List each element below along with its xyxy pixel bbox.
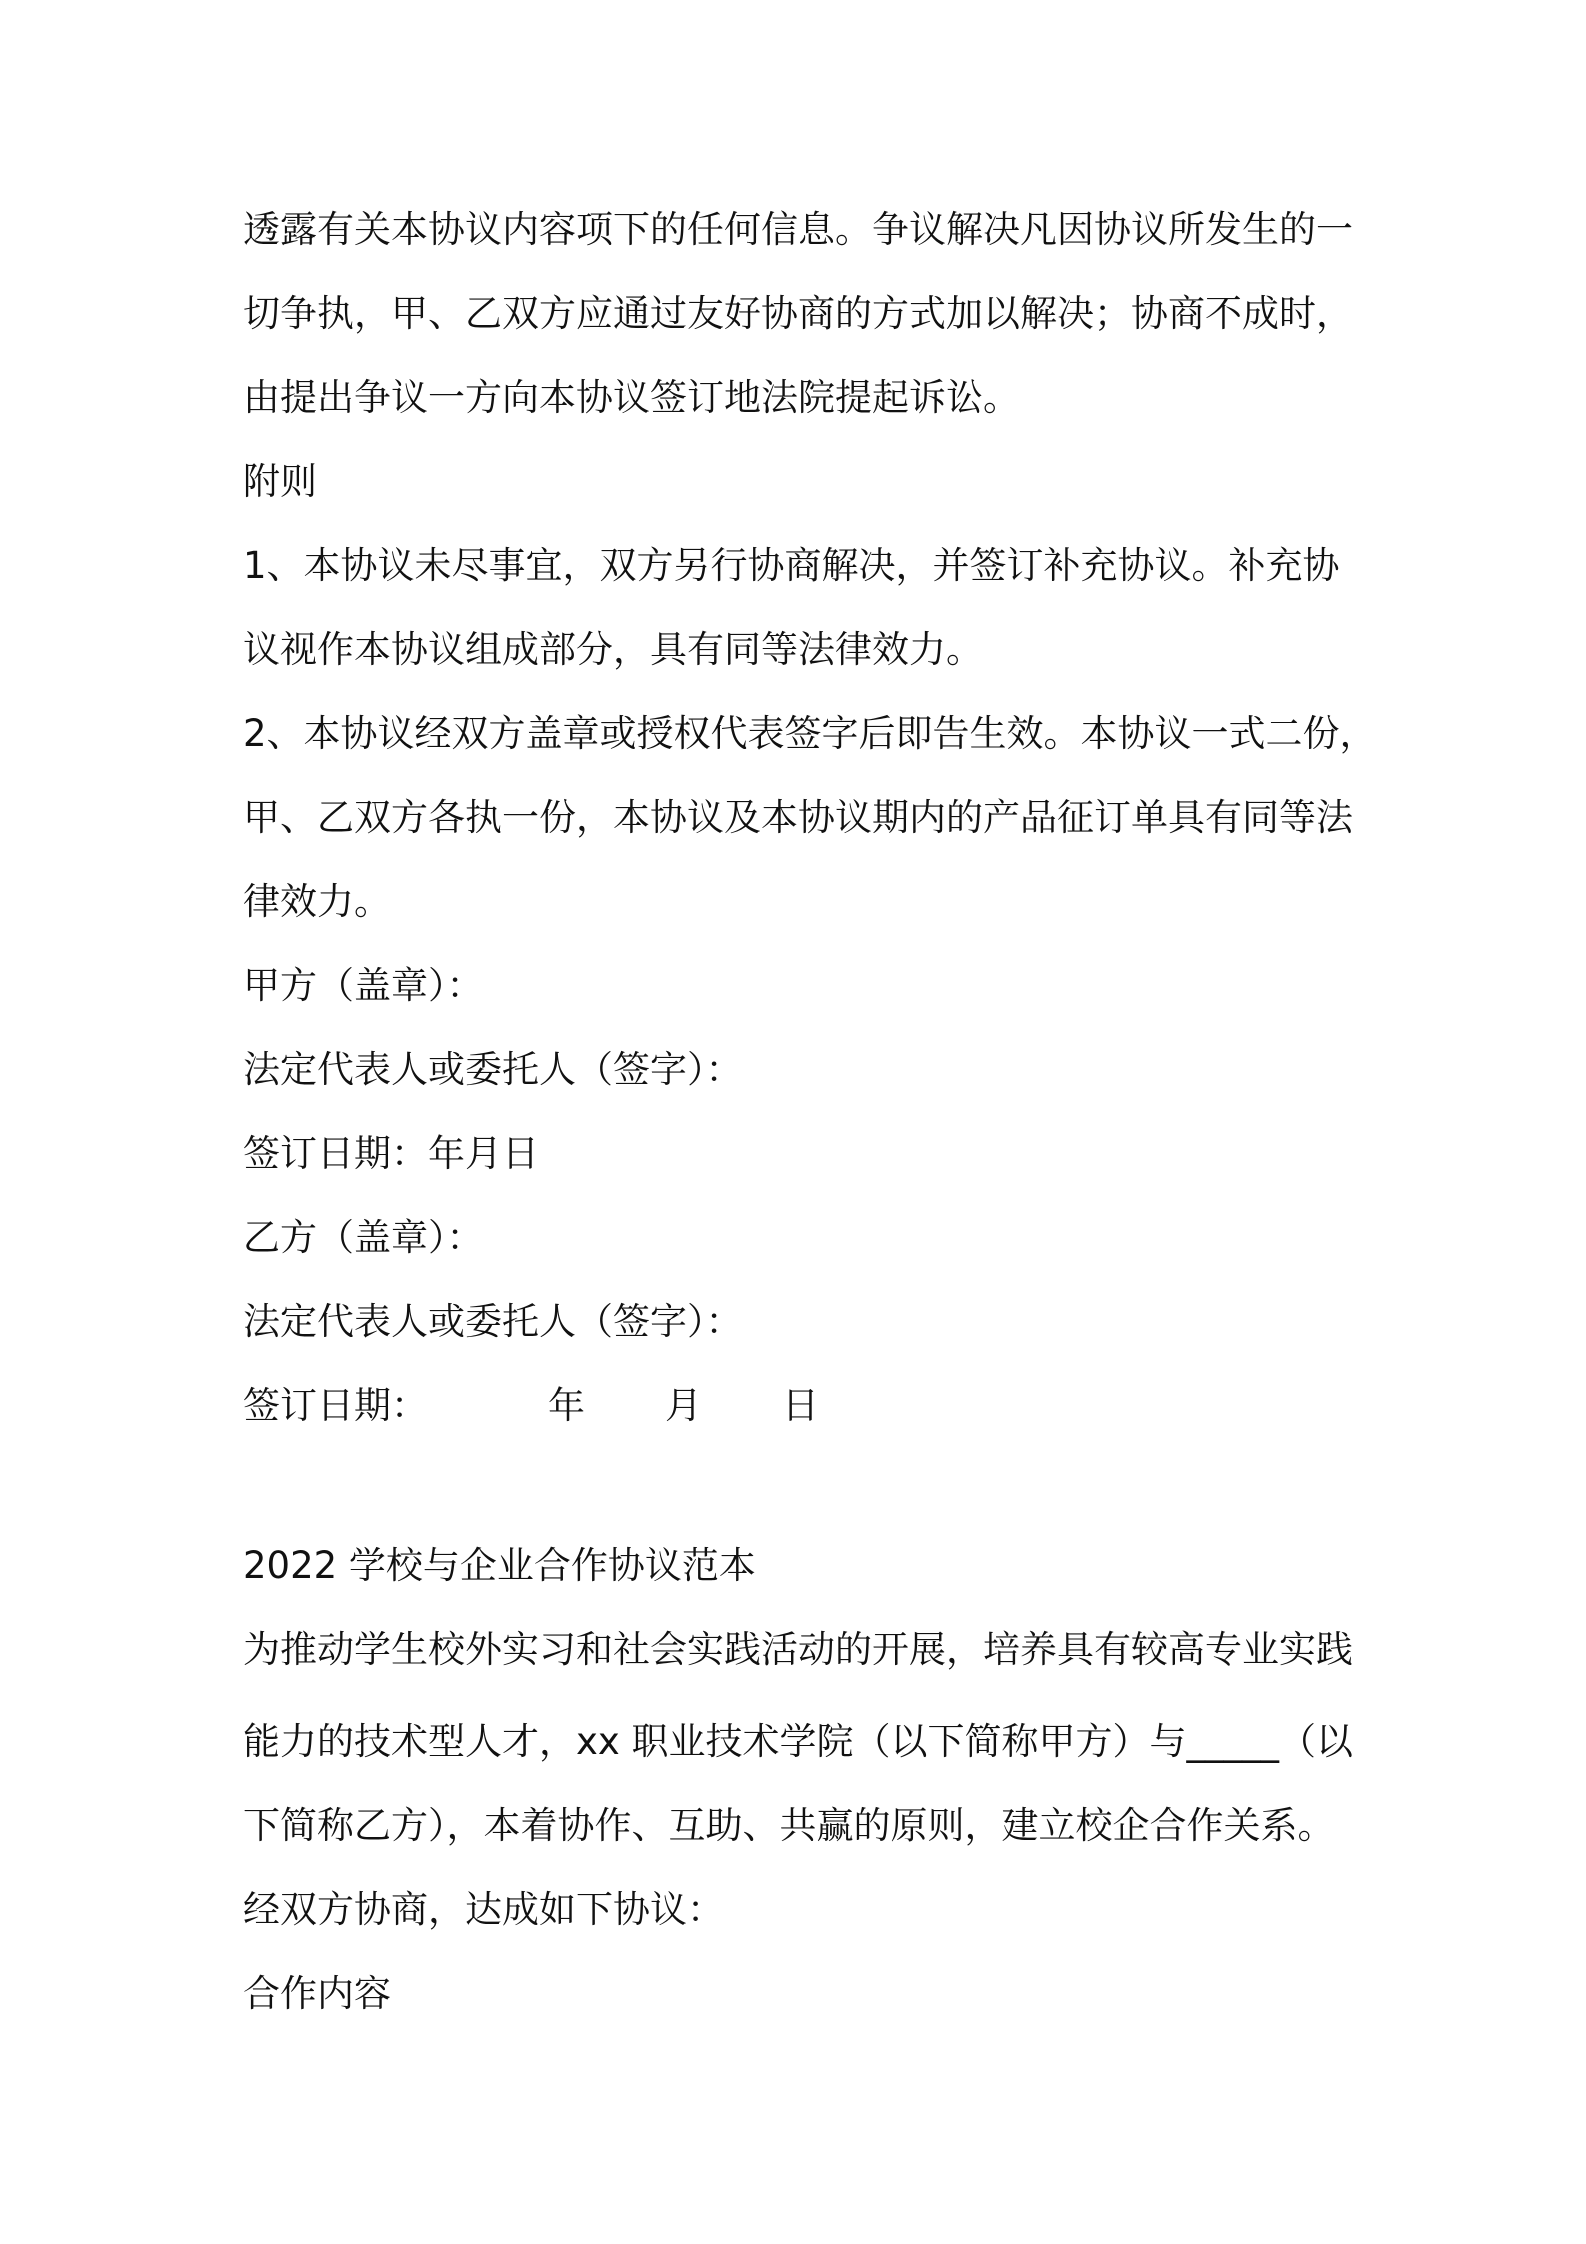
party-a-representative-label: 法定代表人或委托人（签字）： (243, 1048, 743, 1091)
intro-line: 能力的技术型人才，xx 职业技术学院（以下简称甲方）与_____（以 (243, 1720, 1354, 1763)
party-b-date-row (243, 1380, 1383, 1432)
intro-line: 下简称乙方），本着协作、互助、共赢的原则，建立校企合作关系。 (243, 1804, 1335, 1847)
paragraph-line: 透露有关本协议内容项下的任何信息。争议解决凡因协议所发生的一 (243, 208, 1353, 251)
clause-1-line: 议视作本协议组成部分，具有同等法律效力。 (243, 628, 983, 671)
intro-line: 经双方协商，达成如下协议： (243, 1888, 724, 1931)
party-b-date-month: 月 (665, 1384, 702, 1427)
appendix-heading: 附则 (243, 460, 317, 503)
second-agreement-title: 2022 学校与企业合作协议范本 (243, 1544, 756, 1587)
clause-2-line: 甲、乙双方各执一份，本协议及本协议期内的产品征订单具有同等法 (243, 796, 1353, 839)
party-b-representative-label: 法定代表人或委托人（签字）： (243, 1300, 743, 1343)
cooperation-content-heading: 合作内容 (243, 1972, 391, 2015)
party-b-seal-label: 乙方（盖章）： (243, 1216, 484, 1259)
party-a-seal-label: 甲方（盖章）： (243, 964, 484, 1007)
paragraph-line: 切争执，甲、乙双方应通过友好协商的方式加以解决；协商不成时， (243, 292, 1353, 335)
party-b-date-label: 签订日期： (243, 1384, 428, 1427)
party-b-date-day: 日 (782, 1384, 819, 1427)
party-b-date-year: 年 (548, 1384, 585, 1427)
clause-1-line: 1、本协议未尽事宜，双方另行协商解决，并签订补充协议。补充协 (243, 544, 1340, 587)
party-a-date-label: 签订日期：年月日 (243, 1132, 539, 1175)
clause-2-line: 律效力。 (243, 880, 391, 923)
paragraph-line: 由提出争议一方向本协议签订地法院提起诉讼。 (243, 376, 1020, 419)
intro-line: 为推动学生校外实习和社会实践活动的开展，培养具有较高专业实践 (243, 1628, 1353, 1671)
clause-2-line: 2、本协议经双方盖章或授权代表签字后即告生效。本协议一式二份， (243, 712, 1377, 755)
